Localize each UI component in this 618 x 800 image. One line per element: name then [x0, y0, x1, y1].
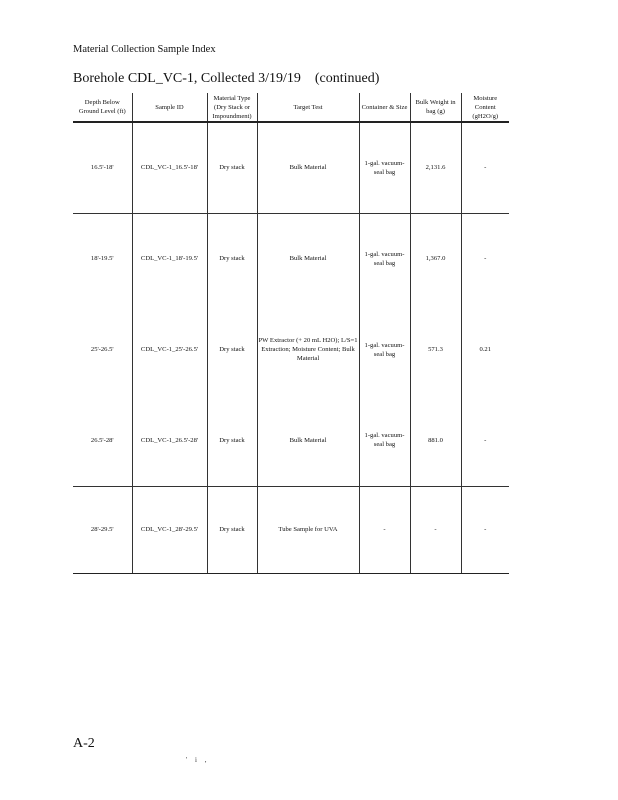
- container-cell: 1-gal. vacuum-seal bag: [359, 304, 410, 395]
- container-cell: 1-gal. vacuum-seal bag: [359, 122, 410, 213]
- moisture-cell: -: [461, 486, 509, 573]
- column-header-container: Container & Size: [359, 93, 410, 122]
- moisture-cell: -: [461, 122, 509, 213]
- depth-cell: 18'-19.5': [90, 255, 114, 263]
- moisture-cell: 0.21: [461, 304, 509, 395]
- material-type-cell: Dry stack: [207, 122, 257, 213]
- table-row: [73, 213, 509, 304]
- column-header-depth: Depth Below Ground Level (ft): [73, 93, 132, 122]
- target-test-cell: Bulk Material: [257, 395, 359, 486]
- table-header-row: [73, 93, 509, 122]
- material-type-cell: Dry stack: [207, 395, 257, 486]
- continued-label: (continued): [314, 71, 380, 86]
- column-header-target-test: Target Test: [257, 93, 359, 122]
- bulk-weight-cell: -: [410, 486, 461, 573]
- container-cell: 1-gal. vacuum-seal bag: [359, 213, 410, 304]
- bulk-weight-cell: 571.3: [410, 304, 461, 395]
- sample-id-cell: CDL_VC-1_18'-19.5': [132, 213, 207, 304]
- page-header: Material Collection Sample Index: [73, 44, 216, 55]
- column-header-bulk-weight: Bulk Weight in bag (g): [410, 93, 461, 122]
- bulk-weight-cell: 881.0: [410, 395, 461, 486]
- table-row: [73, 486, 509, 573]
- material-type-cell: Dry stack: [207, 486, 257, 573]
- target-test-cell: PW Extractor (+ 20 mL H2O); L/S=1 Extraction; Moisture Content; Bulk Material: [257, 304, 359, 395]
- column-header-material-type: Material Type (Dry Stack or Impoundment): [207, 93, 257, 122]
- borehole-title: Borehole CDL_VC-1, Collected 3/19/19: [73, 71, 301, 86]
- column-header-moisture: Moisture Content (gH2O/g): [461, 93, 509, 122]
- sample-id-cell: CDL_VC-1_26.5'-28': [132, 395, 207, 486]
- depth-cell: 16.5'-18': [73, 122, 132, 213]
- table-row: [73, 395, 509, 486]
- bulk-weight-cell: 2,131.6: [410, 122, 461, 213]
- target-test-cell: Bulk Material: [257, 122, 359, 213]
- sample-index-table: [73, 93, 509, 574]
- sample-id-cell: CDL_VC-1_16.5'-18': [132, 122, 207, 213]
- sample-id-cell: CDL_VC-1_25'-26.5': [132, 304, 207, 395]
- target-test-cell: Bulk Material: [257, 213, 359, 304]
- bulk-weight-cell: 1,367.0: [410, 213, 461, 304]
- depth-cell: 25'-26.5': [90, 346, 114, 353]
- page-number: A-2: [73, 736, 95, 751]
- target-test-cell: Tube Sample for UVA: [257, 486, 359, 573]
- footer-mark: ' i ,: [186, 756, 210, 764]
- depth-cell: 26.5'-28': [73, 395, 132, 486]
- depth-cell: 28'-29.5': [73, 486, 132, 573]
- table-row: [73, 122, 509, 213]
- container-cell: 1-gal. vacuum-seal bag: [359, 395, 410, 486]
- material-type-cell: Dry stack: [207, 304, 257, 395]
- moisture-cell: -: [461, 213, 509, 304]
- moisture-cell: -: [461, 395, 509, 486]
- table-row: [73, 304, 509, 395]
- document-title: [73, 71, 379, 87]
- material-type-cell: Dry stack: [207, 213, 257, 304]
- column-header-sample-id: Sample ID: [132, 93, 207, 122]
- container-cell: -: [359, 486, 410, 573]
- sample-id-cell: CDL_VC-1_28'-29.5': [132, 486, 207, 573]
